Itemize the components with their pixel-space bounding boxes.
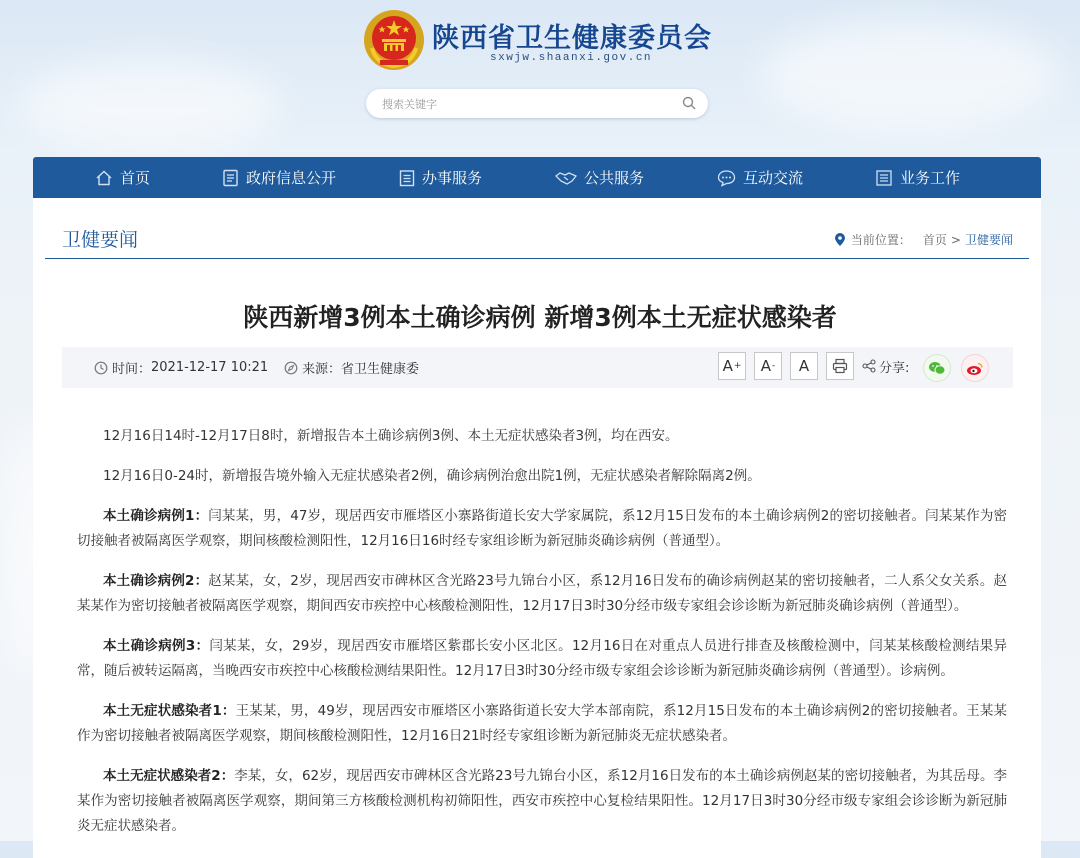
paragraph-text: 赵某某，女，2岁，现居西安市碑林区含光路23号九锦台小区，系12月16日发布的确诊病例赵某的密切接触者，二人系父女关系。赵某某作为密切接触者被隔离医学观察，期间西安市疾控中心核酸检测阳性，12月17日3时30分经市级专家组会诊诊断为新冠肺炎确诊病例（普通型）。 <box>77 573 1007 614</box>
nav-item-label: 业务工作 <box>900 169 961 187</box>
site-brand[interactable] <box>362 6 722 76</box>
handshake-icon <box>555 169 577 187</box>
paragraph-lead: 本土确诊病例2： <box>103 573 209 589</box>
article-body <box>77 424 1007 854</box>
chat-bubble-icon <box>717 169 736 187</box>
national-emblem-icon <box>362 8 426 72</box>
share-wechat-button[interactable] <box>923 354 951 382</box>
stack-icon <box>875 169 893 187</box>
paragraph-lead: 本土确诊病例3： <box>103 638 210 654</box>
publish-time <box>94 347 268 388</box>
site-domain: sxwjw.shaanxi.gov.cn <box>490 52 653 64</box>
article-paragraph <box>77 424 1007 449</box>
clock-icon <box>94 361 108 375</box>
font-smaller-button[interactable] <box>754 352 782 380</box>
share-area <box>862 352 909 380</box>
search-input[interactable] <box>380 94 674 115</box>
paragraph-lead: 本土无症状感染者2： <box>103 768 235 784</box>
time-label: 时间： <box>112 362 152 377</box>
font-larger-label: A <box>722 357 733 375</box>
paragraph-text: 李某，女，62岁，现居西安市碑林区含光路23号九锦台小区，系12月16日发布的本土确诊病例赵某的密切接触者，为其岳母。李某作为密切接触者被隔离医学观察，期间第三方核酸检测机构初筛阳性，西安市疾控中心复检结果阳性。12月17日3时30分经市级专家组会诊诊断为新冠肺炎无症状感染者。 <box>77 768 1007 834</box>
paragraph-text: 12月16日14时-12月17日8时，新增报告本土确诊病例3例、本土无症状感染者3例，均在西安。 <box>103 428 679 444</box>
article-paragraph <box>77 504 1007 554</box>
document-list-icon <box>222 169 239 187</box>
weibo-icon <box>966 361 984 376</box>
font-larger-button[interactable] <box>718 352 746 380</box>
site-title: 陕西省卫生健康委员会 <box>432 23 712 54</box>
article-paragraph <box>77 464 1007 489</box>
print-button[interactable] <box>826 352 854 380</box>
breadcrumb-prefix: 当前位置： <box>850 233 911 247</box>
breadcrumb <box>834 231 1013 248</box>
paragraph-lead: 本土无症状感染者1： <box>103 703 236 719</box>
location-pin-icon <box>834 233 846 247</box>
nav-item-label: 政府信息公开 <box>246 169 337 187</box>
background-cloud <box>20 60 280 150</box>
article-source <box>284 347 419 388</box>
paragraph-lead: 本土确诊病例1： <box>103 508 209 524</box>
nav-item-label: 公共服务 <box>584 169 645 187</box>
wechat-icon <box>928 361 946 376</box>
nav-item-interaction[interactable] <box>717 157 803 198</box>
breadcrumb-current-link[interactable]: 卫健要闻 <box>964 233 1013 247</box>
share-weibo-button[interactable] <box>961 354 989 382</box>
background-cloud <box>760 20 1060 130</box>
clipboard-icon <box>399 169 415 187</box>
paragraph-text: 王某某，男，49岁，现居西安市雁塔区小寨路街道长安大学本部南院，系12月15日发布的本土确诊病例2的密切接触者。王某某作为密切接触者被隔离医学观察，期间核酸检测阳性，12月16日21时经专家组诊断为新冠肺炎无症状感染者。 <box>77 703 1007 744</box>
main-nav <box>33 157 1041 198</box>
nav-item-public-services[interactable] <box>555 157 644 198</box>
font-reset-button[interactable] <box>790 352 818 380</box>
article-paragraph <box>77 764 1007 839</box>
nav-item-services[interactable] <box>399 157 482 198</box>
nav-item-label: 首页 <box>120 169 151 187</box>
minus-icon: - <box>772 361 776 371</box>
nav-item-business[interactable] <box>875 157 960 198</box>
paragraph-text: 12月16日0-24时，新增报告境外输入无症状感染者2例，确诊病例治愈出院1例，无症状感染者解除隔离2例。 <box>103 468 761 484</box>
section-divider <box>45 258 1029 259</box>
share-label: 分享: <box>879 360 910 376</box>
printer-icon <box>832 358 848 374</box>
article-paragraph <box>77 699 1007 749</box>
font-smaller-label: A <box>760 357 771 375</box>
search-box <box>366 89 708 118</box>
plus-icon: + <box>733 361 742 371</box>
nav-item-label: 办事服务 <box>422 169 483 187</box>
source-label: 来源： <box>302 362 342 377</box>
breadcrumb-home-link[interactable]: 首页 <box>922 233 947 247</box>
nav-item-gov-info[interactable] <box>222 157 336 198</box>
search-icon[interactable] <box>682 96 696 110</box>
article-paragraph <box>77 569 1007 619</box>
time-value: 2021-12-17 10:21 <box>151 360 269 375</box>
article-title: 陕西新增3例本土确诊病例 新增3例本土无症状感染者 <box>243 303 837 332</box>
share-icon <box>862 359 876 373</box>
paragraph-text: 闫某某，女，29岁，现居西安市雁塔区紫郡长安小区北区。12月16日在对重点人员进行排查及核酸检测中，闫某某核酸检测结果异常，随后被转运隔离，当晚西安市疾控中心核酸检测结果阳性。12月17日3时30分经市级专家组会诊诊断为新冠肺炎确诊病例（普通型）。诊病例。 <box>77 638 1007 679</box>
nav-item-label: 互动交流 <box>743 169 804 187</box>
paragraph-text: 闫某某，男，47岁，现居西安市雁塔区小寨路街道长安大学家属院，系12月15日发布的本土确诊病例2的密切接触者。闫某某作为密切接触者被隔离医学观察，期间核酸检测阳性，12月16日16时经专家组诊断为新冠肺炎确诊病例（普通型）。 <box>77 508 1007 549</box>
breadcrumb-separator: > <box>950 232 961 247</box>
source-value: 省卫生健康委 <box>341 362 420 377</box>
article-paragraph <box>77 634 1007 684</box>
nav-item-home[interactable] <box>95 157 150 198</box>
home-icon <box>95 169 113 187</box>
font-reset-label: A <box>798 357 810 375</box>
compass-icon <box>284 361 298 375</box>
section-title: 卫健要闻 <box>62 229 139 251</box>
